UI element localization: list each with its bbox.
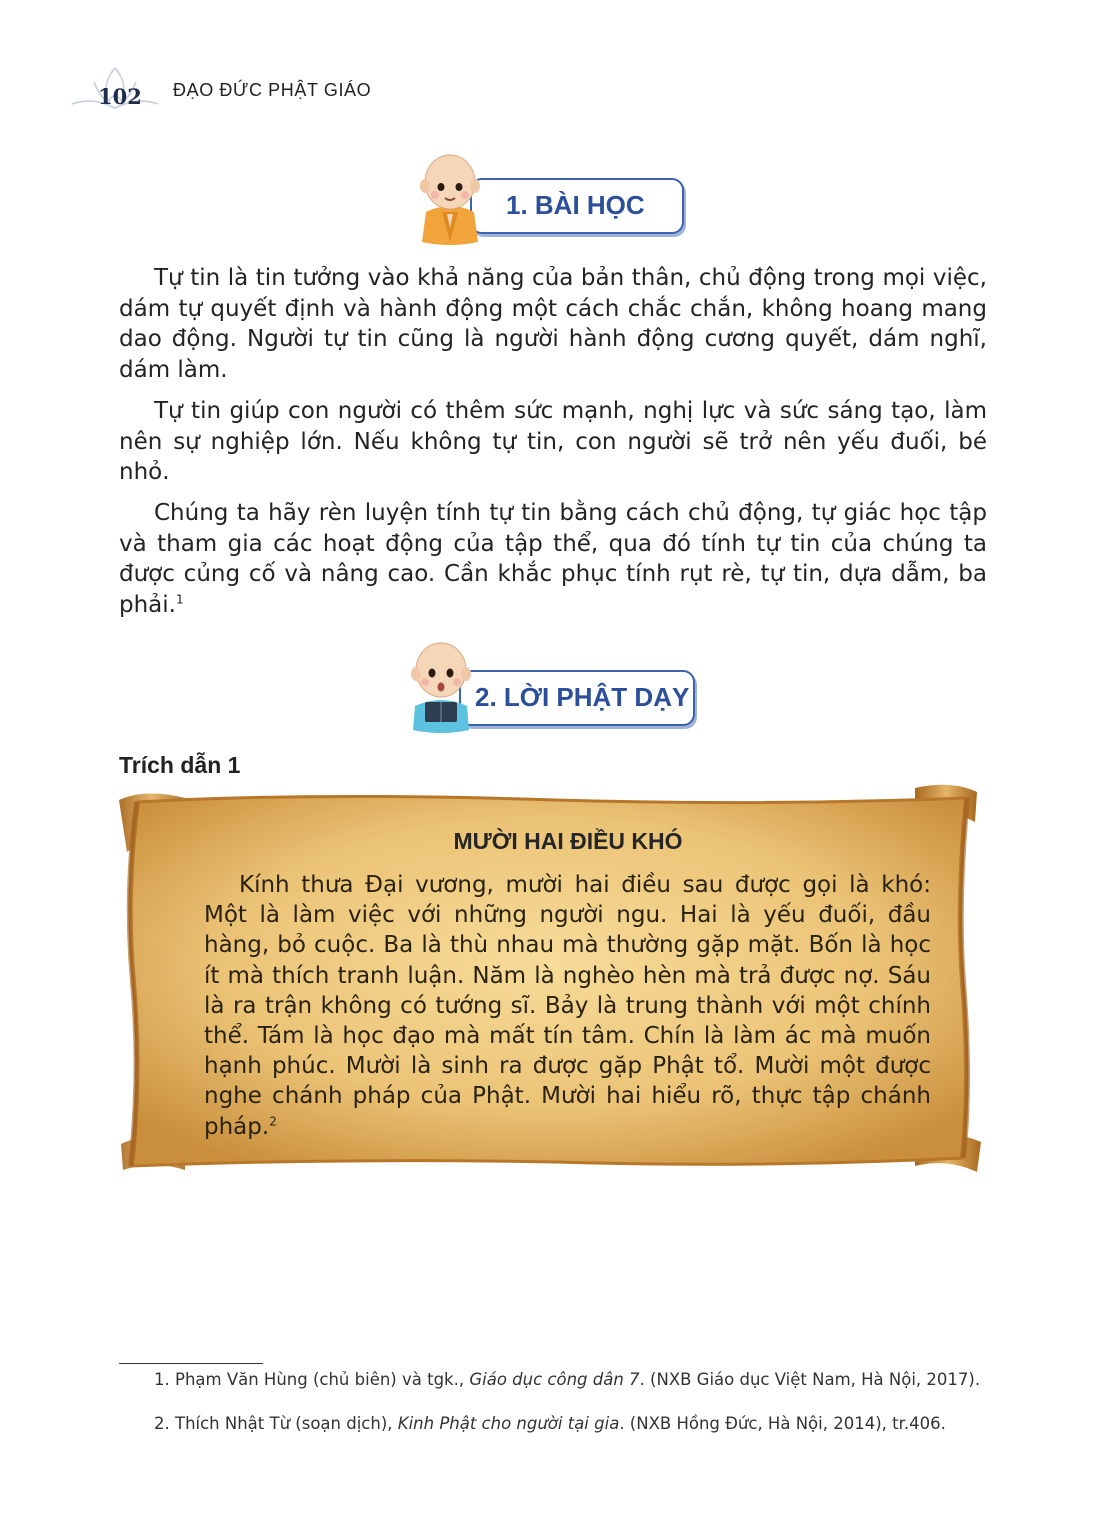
book-title: ĐẠO ĐỨC PHẬT GIÁO — [173, 80, 372, 100]
quote-body: Kính thưa Đại vương, mười hai điều sau được gọi là khó: Một là làm việc với những người ngu. Hai là yếu đuối, đầu hàng, bỏ cuộc. Ba là thù nhau mà thường gặp mặt. Bốn là học ít mà thích tranh luận. Năm là nghèo hèn mà trả được nợ. Sáu là ra trận không có tướng sĩ. Bảy là trung thành với một chính thể. Tám là học đạo mà mất tín tâm. Chín là làm ác mà muốn hạnh phúc. Mười là sinh ra được gặp Phật tổ. Mười một được nghe chánh pháp của Phật. Mười hai hiểu rõ, thực tập chánh pháp. — [204, 872, 931, 1140]
footnote-ref-1: 1 — [175, 591, 184, 606]
lesson-paragraph-3-text: Chúng ta hãy rèn luyện tính tự tin bằng cách chủ động, tự giác học tập và tham gia các hoạt động của tập thể, qua đó tính tự tin của chúng ta được củng cố và nâng cao. Cần khắc phục tính rụt rè, tự tin, dựa dẫm, ba phải. — [119, 500, 987, 618]
section-badge-lesson — [414, 152, 686, 246]
footnote-divider — [119, 1363, 263, 1364]
footnote-2-prefix: 2. Thích Nhật Từ (soạn dịch), — [154, 1414, 398, 1433]
footnote-2-suffix: . (NXB Hồng Đức, Hà Nội, 2014), tr.406. — [619, 1414, 946, 1433]
footnote-1-title: Giáo dục công dân 7 — [469, 1370, 640, 1389]
quote-title: MƯỜI HAI ĐIỀU KHÓ — [453, 828, 683, 854]
section-title-teaching: 2. LỜI PHẬT DẠY — [475, 682, 690, 712]
footnote-ref-2: 2 — [269, 1113, 277, 1128]
footnote-2 — [119, 1413, 987, 1435]
lesson-paragraph-1: Tự tin là tin tưởng vào khả năng của bản thân, chủ động trong mọi việc, dám tự quyết định và hành động một cách chắc chắn, không hoang mang dao động. Người tự tin cũng là người hành động cương quyết, dám nghĩ, dám làm. — [119, 265, 987, 383]
section-title-lesson: 1. BÀI HỌC — [506, 190, 645, 220]
monk-praying-icon — [414, 152, 486, 246]
lesson-paragraph-2: Tự tin giúp con người có thêm sức mạnh, nghị lực và sức sáng tạo, làm nên sự nghiệp lớn. Nếu không tự tin, con người sẽ trở nên yếu đuối, bé nhỏ. — [119, 398, 987, 485]
page-header — [68, 64, 388, 114]
page-number: 102 — [98, 84, 142, 109]
quote-text — [204, 870, 931, 1142]
footnote-1-prefix: 1. Phạm Văn Hùng (chủ biên) và tgk., — [154, 1370, 470, 1389]
footnote-1-suffix: . (NXB Giáo dục Việt Nam, Hà Nội, 2017). — [639, 1370, 981, 1389]
footnote-2-title: Kinh Phật cho người tại gia — [397, 1414, 620, 1433]
monk-reading-icon — [405, 640, 477, 736]
footnote-1 — [119, 1369, 987, 1391]
quote-heading: Trích dẫn 1 — [119, 752, 241, 778]
lesson-paragraph-3 — [119, 498, 987, 620]
section-badge-teaching — [405, 640, 700, 736]
